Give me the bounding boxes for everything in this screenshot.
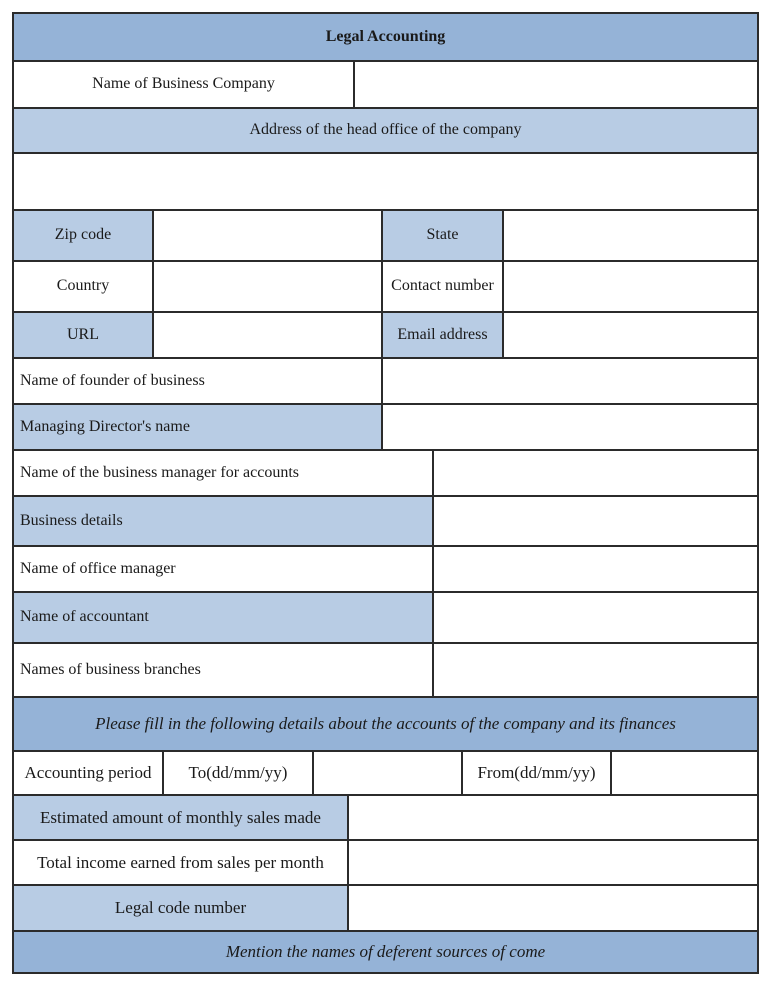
income-label: Total income earned from sales per month — [37, 852, 324, 872]
biz-manager-label: Name of the business manager for accounts — [20, 463, 300, 481]
contact-label: Contact number — [381, 262, 502, 311]
email-label: Email address — [381, 313, 502, 357]
income-row — [14, 839, 757, 884]
accountant-row — [14, 591, 757, 642]
from-label: From(dd/mm/yy) — [461, 752, 610, 794]
finance-heading: Please fill in the following details about the accounts of the company and its finances — [95, 714, 676, 734]
monthly-sales-label: Estimated amount of monthly sales made — [14, 796, 347, 839]
md-field[interactable] — [381, 405, 757, 449]
to-label: To(dd/mm/yy) — [162, 752, 312, 794]
accountant-label: Name of accountant — [14, 593, 432, 642]
sources-heading-row — [14, 930, 757, 972]
form-title-row — [14, 14, 757, 60]
period-label: Accounting period — [24, 763, 152, 783]
sources-heading: Mention the names of deferent sources of come — [225, 942, 546, 962]
branches-row — [14, 642, 757, 696]
biz-manager-row — [14, 449, 757, 495]
address-field-row — [14, 152, 757, 209]
md-label: Managing Director's name — [14, 405, 381, 449]
period-row — [14, 750, 757, 794]
from-date-field[interactable] — [610, 752, 757, 794]
state-field[interactable] — [502, 211, 757, 260]
finance-heading-row — [14, 696, 757, 750]
legal-code-label: Legal code number — [14, 886, 347, 930]
biz-manager-field[interactable] — [432, 451, 757, 495]
biz-details-row — [14, 495, 757, 545]
zip-label: Zip code — [14, 211, 152, 260]
country-contact-row — [14, 260, 757, 311]
legal-accounting-form — [12, 12, 759, 974]
office-manager-field[interactable] — [432, 547, 757, 591]
legal-code-row — [14, 884, 757, 930]
contact-field[interactable] — [502, 262, 757, 311]
country-field[interactable] — [152, 262, 381, 311]
address-field[interactable] — [14, 154, 757, 209]
biz-details-label: Business details — [14, 497, 432, 545]
to-date-field[interactable] — [312, 752, 461, 794]
monthly-sales-row — [14, 794, 757, 839]
income-field[interactable] — [347, 841, 757, 884]
monthly-sales-field[interactable] — [347, 796, 757, 839]
founder-field[interactable] — [381, 359, 757, 403]
founder-label: Name of founder of business — [20, 371, 205, 389]
url-label: URL — [14, 313, 152, 357]
accountant-field[interactable] — [432, 593, 757, 642]
legal-code-field[interactable] — [347, 886, 757, 930]
branches-label: Names of business branches — [20, 660, 201, 678]
company-name-field[interactable] — [353, 62, 757, 107]
email-field[interactable] — [502, 313, 757, 357]
country-label: Country — [56, 277, 110, 295]
company-name-label: Name of Business Company — [92, 75, 275, 93]
url-field[interactable] — [152, 313, 381, 357]
founder-row — [14, 357, 757, 403]
md-row — [14, 403, 757, 449]
zip-field[interactable] — [152, 211, 381, 260]
company-name-row — [14, 60, 757, 107]
branches-field[interactable] — [432, 644, 757, 696]
url-email-row — [14, 311, 757, 357]
office-manager-label: Name of office manager — [20, 559, 176, 577]
address-heading-row — [14, 107, 757, 152]
form-title: Legal Accounting — [325, 27, 446, 45]
address-label: Address of the head office of the company — [249, 121, 522, 139]
state-label: State — [381, 211, 502, 260]
biz-details-field[interactable] — [432, 497, 757, 545]
zip-state-row — [14, 209, 757, 260]
office-manager-row — [14, 545, 757, 591]
